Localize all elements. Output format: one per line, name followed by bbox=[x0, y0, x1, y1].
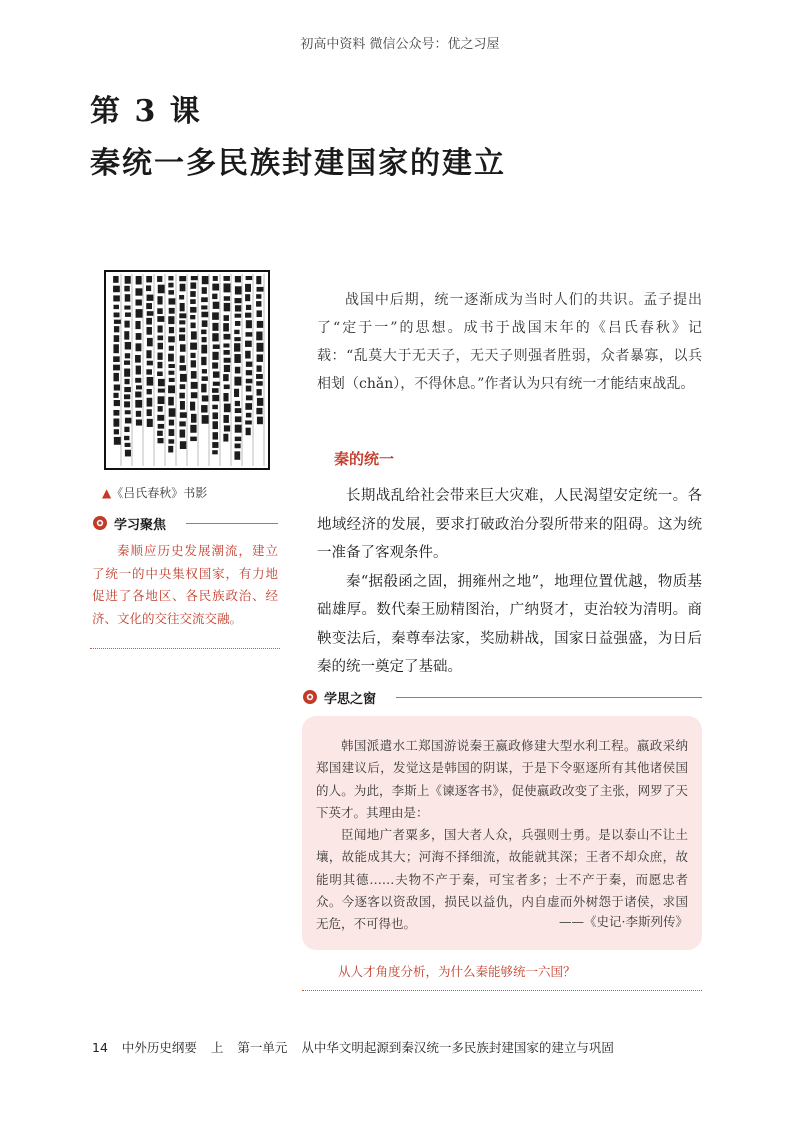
caption-text: 《吕氏春秋》书影 bbox=[111, 486, 208, 500]
section-body bbox=[317, 482, 702, 682]
learning-focus-divider bbox=[90, 648, 280, 649]
section-title: 秦的统一 bbox=[334, 450, 395, 468]
figure-caption bbox=[102, 484, 207, 501]
window-question: 从人才角度分析，为什么秦能够统一六国？ bbox=[338, 964, 576, 979]
thinking-window-rule bbox=[396, 697, 702, 698]
flower-bullet-icon bbox=[92, 515, 108, 535]
intro-text: 战国中后期，统一逐渐成为当时人们的共识。孟子提出了“定于一”的思想。成书于战国末年的《吕氏春秋》记载：“乱莫大于无天子，无天子则强者胜弱，众者暴寡，以兵相刬（chǎn），不得休息。”作者认为只有统一才能结束战乱。 bbox=[317, 292, 702, 392]
header-note: 初高中资料 微信公众号：优之习屋 bbox=[300, 37, 500, 52]
intro-paragraph bbox=[317, 286, 702, 398]
footer-unit-title: 从中华文明起源到秦汉统一多民族封建国家的建立与巩固 bbox=[301, 1040, 614, 1055]
caption-marker: ▲ bbox=[102, 486, 112, 500]
learning-focus-text: 秦顺应历史发展潮流，建立了统一的中央集权国家，有力地促进了各地区、各民族政治、经济、文化的交往交流交融。 bbox=[92, 543, 278, 626]
thinking-window-header bbox=[302, 688, 702, 708]
page-number: 14 bbox=[92, 1040, 108, 1055]
lesson-number: 第 3 课 bbox=[90, 94, 202, 129]
section-paragraph: 秦“据殽函之固，拥雍州之地”，地理位置优越，物质基础雄厚。数代秦王励精图治，广纳贤才，吏治较为清明。商鞅变法后，秦尊奉法家，奖励耕战，国家日益强盛，为日后秦的统一奠定了基础。 bbox=[317, 573, 702, 675]
window-paragraph: 韩国派遣水工郑国游说秦王嬴政修建大型水利工程。嬴政采纳郑国建议后，发觉这是韩国的阴谋，于是下令驱逐所有其他诸侯国的人。为此，李斯上《谏逐客书》，促使嬴政改变了主张，网罗了天下英才。其理由是： bbox=[316, 738, 688, 820]
page-footer bbox=[92, 1038, 624, 1056]
lesson-title: 秦统一多民族封建国家的建立 bbox=[90, 146, 506, 181]
learning-focus-label: 学习聚焦 bbox=[114, 518, 167, 533]
window-source: ——《史记·李斯列传》 bbox=[559, 914, 688, 929]
flower-bullet-icon bbox=[302, 689, 318, 709]
thinking-window-divider bbox=[302, 990, 702, 991]
learning-focus-header bbox=[92, 514, 278, 534]
window-quote: 臣闻地广者粟多，国大者人众，兵强则士勇。是以泰山不让土壤，故能成其大；河海不择细流，故能就其深；王者不却众庶，故能明其德……夫物不产于秦，可宝者多；士不产于秦，而愿忠者众。今逐客以资敌国，损民以益仇，内自虚而外树怨于诸侯，求国无危，不可得也。 bbox=[316, 827, 688, 932]
footer-volume: 上 bbox=[210, 1040, 224, 1055]
thinking-window-text bbox=[316, 735, 688, 936]
book-scan-illustration bbox=[102, 268, 272, 472]
footer-unit: 第一单元 bbox=[237, 1040, 288, 1055]
footer-book: 中外历史纲要 bbox=[121, 1040, 197, 1055]
thinking-window-label: 学思之窗 bbox=[324, 692, 377, 707]
lushi-chunqiu-book-image bbox=[102, 268, 272, 472]
learning-focus-rule bbox=[186, 523, 278, 524]
section-paragraph: 长期战乱给社会带来巨大灾难，人民渴望安定统一。各地域经济的发展，要求打破政治分裂所带来的阻碍。这为统一准备了客观条件。 bbox=[317, 488, 702, 561]
